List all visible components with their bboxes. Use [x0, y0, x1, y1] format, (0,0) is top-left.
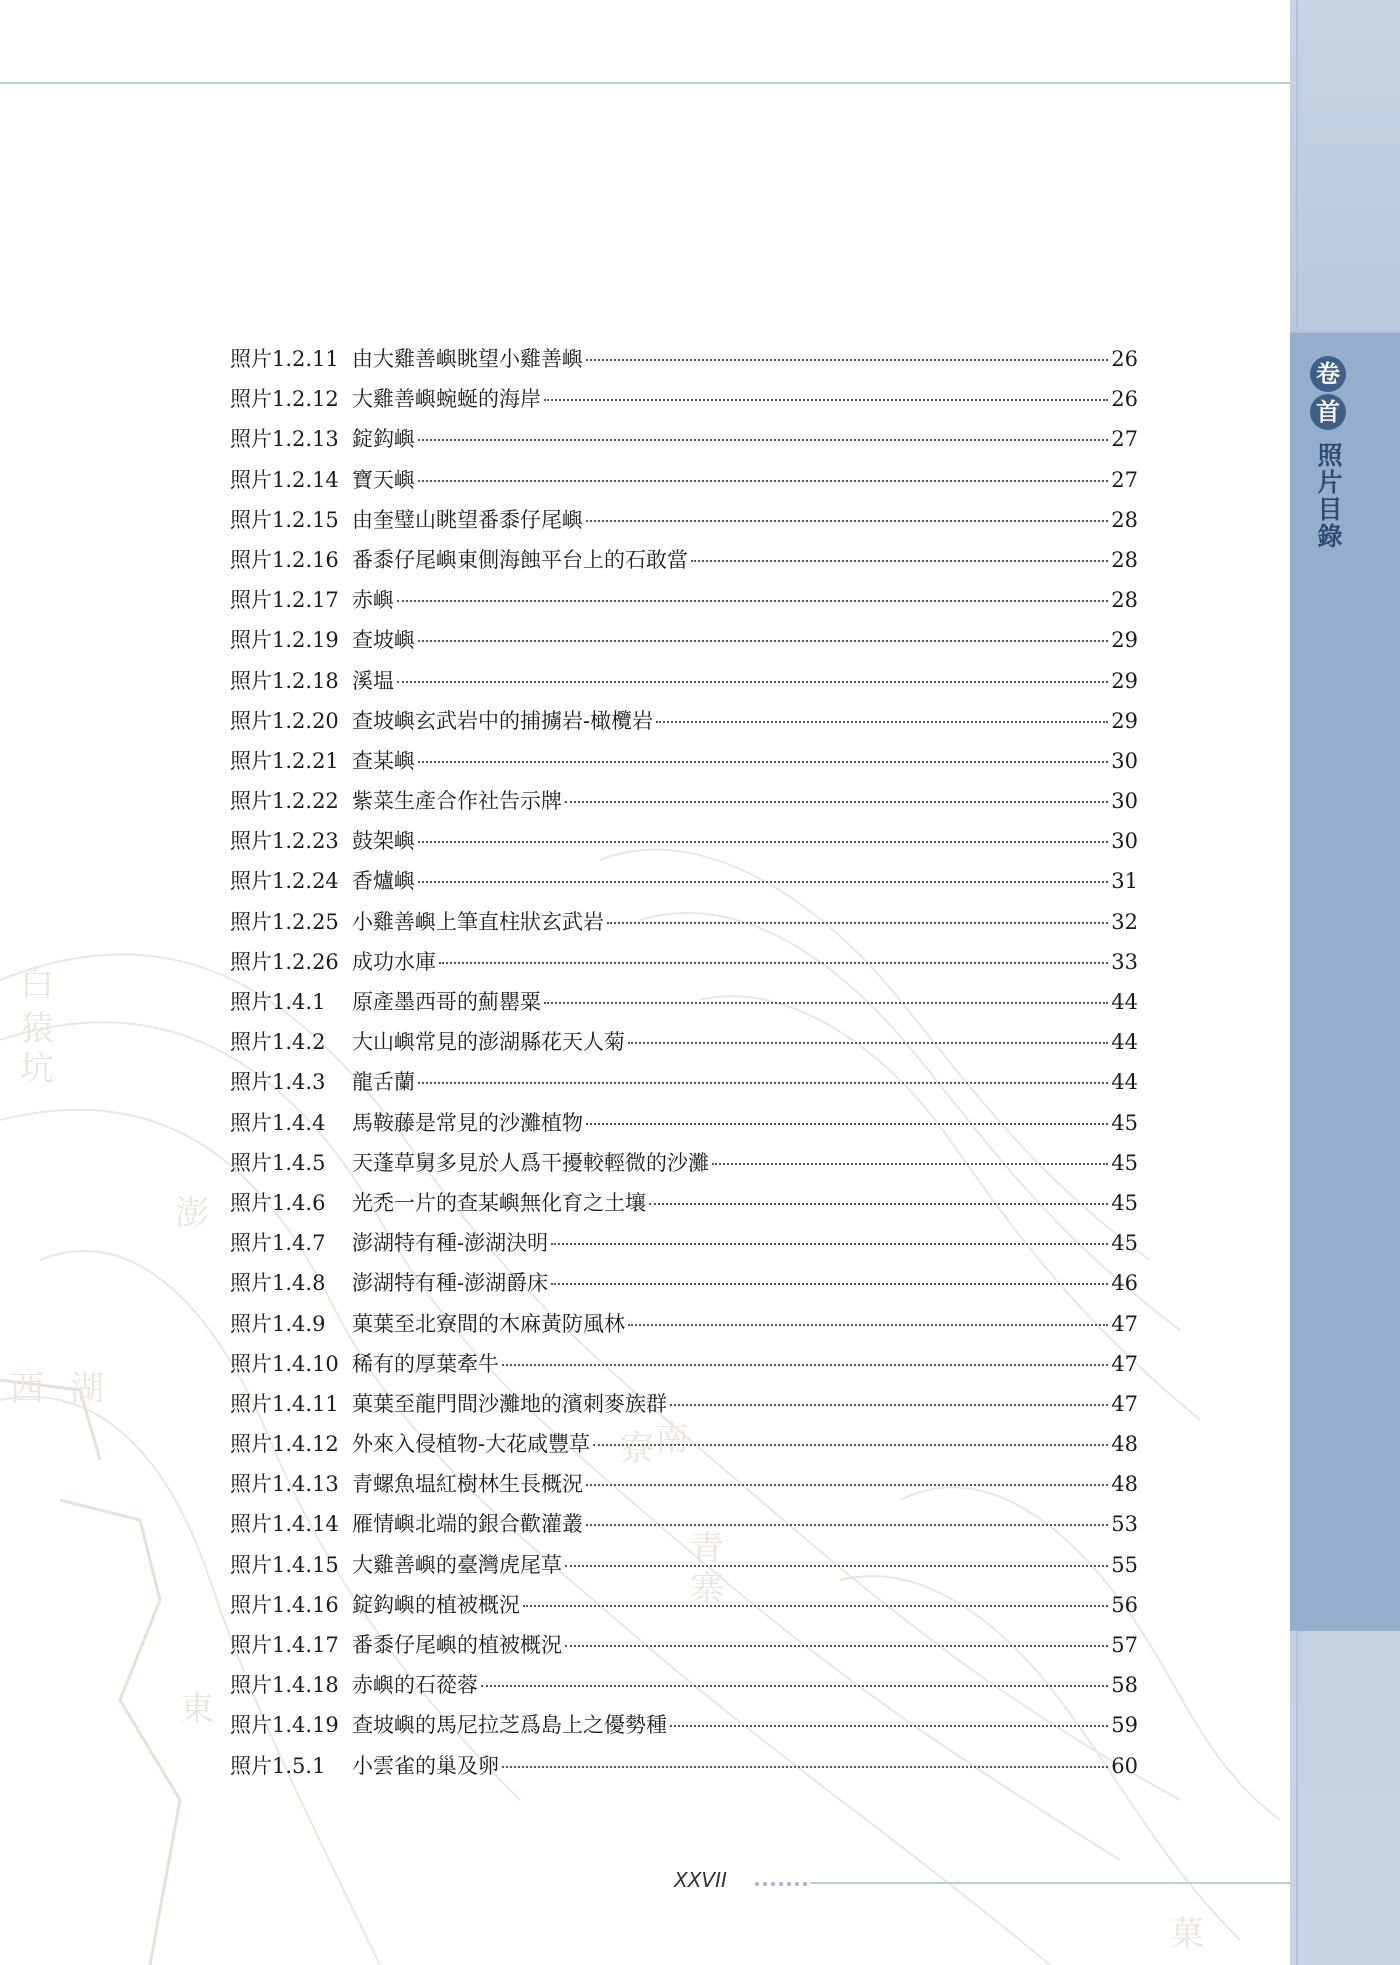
side-section-highlight: [1290, 333, 1400, 1631]
toc-entry-title: 菓葉至北寮間的木麻黃防風林: [352, 1311, 625, 1336]
svg-text:東: 東: [180, 1689, 214, 1729]
toc-entry-title: 大雞善嶼的臺灣虎尾草: [352, 1552, 562, 1577]
toc-entry-page: 29: [1111, 708, 1138, 733]
toc-entry: [230, 665, 1138, 705]
toc-leader-dots: [586, 520, 1108, 522]
toc-entry-code: 照片1.2.11: [230, 347, 339, 371]
toc-leader-dots: [551, 1243, 1108, 1245]
toc-entry-code: 照片1.4.19: [230, 1713, 339, 1738]
toc-entry-code: 照片1.2.17: [230, 588, 339, 613]
toc-entry: [230, 1508, 1138, 1548]
toc-entry-title: 番黍仔尾嶼東側海蝕平台上的石敢當: [352, 547, 688, 572]
toc-entry-title: 大山嶼常見的澎湖縣花天人菊: [352, 1030, 625, 1055]
toc-entry-title: 光禿一片的查某嶼無化育之土壤: [352, 1190, 646, 1215]
toc-entry-code: 照片1.2.20: [230, 708, 339, 733]
toc-entry-title: 雁情嶼北端的銀合歡灌叢: [352, 1512, 583, 1537]
toc-leader-dots: [544, 399, 1108, 401]
toc-entry-page: 45: [1111, 1231, 1138, 1256]
toc-entry-code: 照片1.2.13: [230, 427, 339, 452]
toc-entry: [230, 745, 1138, 785]
toc-entry-title: 錠鈎嶼的植被概況: [352, 1592, 520, 1617]
toc-leader-dots: [439, 962, 1108, 964]
toc-leader-dots: [628, 1042, 1108, 1044]
toc-entry-page: 53: [1111, 1512, 1138, 1537]
toc-leader-dots: [418, 841, 1108, 843]
toc-entry: [230, 1709, 1138, 1749]
svg-text:白: 白: [20, 964, 54, 1004]
toc-entry-code: 照片1.4.17: [230, 1633, 339, 1657]
toc-entry: [230, 1107, 1138, 1147]
toc-leader-dots: [670, 1404, 1108, 1406]
toc-entry-code: 照片1.4.5: [230, 1150, 326, 1175]
toc-entry-title: 小雲雀的巢及卵: [352, 1753, 499, 1778]
toc-entry: [230, 785, 1138, 825]
toc-entry: [230, 1750, 1138, 1790]
toc-entry-title: 鼓架嶼: [352, 829, 415, 854]
toc-leader-dots: [551, 1283, 1108, 1285]
toc-entry-page: 45: [1111, 1110, 1138, 1135]
toc-entry: [230, 1267, 1138, 1307]
toc-leader-dots: [418, 1082, 1108, 1084]
toc-entry-title: 菓葉至龍門間沙灘地的濱刺麥族群: [352, 1391, 667, 1416]
toc-entry-code: 照片1.2.15: [230, 507, 339, 532]
toc-entry: [230, 1669, 1138, 1709]
toc-entry-code: 照片1.4.1: [230, 990, 326, 1014]
toc-leader-dots: [586, 359, 1108, 361]
toc-entry-title: 錠鈎嶼: [352, 427, 415, 452]
toc-entry: [230, 705, 1138, 745]
toc-entry: [230, 1549, 1138, 1589]
toc-entry-page: 47: [1111, 1351, 1138, 1376]
svg-text:坑: 坑: [20, 1049, 54, 1089]
toc-entry-code: 照片1.4.15: [230, 1552, 339, 1577]
toc-entry-code: 照片1.5.1: [230, 1753, 326, 1778]
toc-entry-title: 由奎璧山眺望番黍仔尾嶼: [352, 507, 583, 532]
toc-entry-page: 29: [1111, 668, 1138, 693]
toc-entry-code: 照片1.2.23: [230, 829, 339, 854]
toc-entry-code: 照片1.2.25: [230, 909, 339, 934]
toc-entry: [230, 986, 1138, 1026]
toc-leader-dots: [418, 439, 1108, 441]
toc-leader-dots: [691, 560, 1108, 562]
section-label: 照片目錄: [1314, 442, 1343, 550]
toc-entry-page: 29: [1111, 628, 1138, 653]
toc-entry-page: 32: [1111, 909, 1138, 934]
toc-entry-code: 照片1.2.26: [230, 949, 339, 974]
toc-entry-title: 查某嶼: [352, 748, 415, 773]
toc-entry-code: 照片1.4.18: [230, 1673, 339, 1698]
toc-entry: [230, 624, 1138, 664]
toc-entry: [230, 946, 1138, 986]
toc-entry-title: 查坡嶼: [352, 628, 415, 653]
toc-entry-title: 赤嶼: [352, 588, 394, 613]
toc-entry-page: 31: [1111, 869, 1138, 894]
toc-entry: [230, 865, 1138, 905]
toc-leader-dots: [670, 1725, 1108, 1727]
toc-leader-dots: [628, 1324, 1108, 1326]
toc-entry-title: 溪塭: [352, 668, 394, 693]
toc-entry-page: 30: [1111, 748, 1138, 773]
toc-entry-code: 照片1.4.2: [230, 1030, 326, 1055]
toc-leader-dots: [397, 681, 1108, 683]
toc-leader-dots: [565, 801, 1108, 803]
toc-leader-dots: [502, 1364, 1108, 1366]
svg-text:寮: 寮: [620, 1429, 654, 1469]
toc-leader-dots: [712, 1163, 1108, 1165]
toc-leader-dots: [418, 761, 1108, 763]
svg-text:寨: 寨: [690, 1569, 724, 1609]
toc-entry-page: 44: [1111, 1070, 1138, 1095]
toc-entry-page: 27: [1111, 467, 1138, 492]
toc-leader-dots: [544, 1002, 1108, 1004]
toc-entry: [230, 1308, 1138, 1348]
top-rule: [0, 82, 1290, 84]
toc-entry-code: 照片1.4.3: [230, 1070, 326, 1095]
toc-entry-page: 28: [1111, 588, 1138, 613]
toc-entry-page: 30: [1111, 829, 1138, 854]
toc-entry-page: 46: [1111, 1271, 1138, 1296]
toc-entry-title: 大雞善嶼蜿蜒的海岸: [352, 387, 541, 412]
toc-entry-page: 55: [1111, 1552, 1138, 1577]
toc-entry-code: 照片1.2.24: [230, 869, 339, 894]
toc-leader-dots: [586, 1484, 1108, 1486]
toc-entry-code: 照片1.2.18: [230, 668, 339, 693]
toc-entry-title: 由大雞善嶼眺望小雞善嶼: [352, 347, 583, 371]
toc-entry: [230, 1147, 1138, 1187]
toc-entry-title: 馬鞍藤是常見的沙灘植物: [352, 1110, 583, 1135]
toc-entry: [230, 1066, 1138, 1106]
toc-entry-code: 照片1.4.7: [230, 1231, 326, 1256]
toc-entry-code: 照片1.4.4: [230, 1110, 326, 1135]
toc-entry: [230, 1629, 1138, 1669]
toc-entry: [230, 1589, 1138, 1629]
toc-entry-code: 照片1.4.11: [230, 1391, 339, 1416]
toc-entry-code: 照片1.4.14: [230, 1512, 339, 1537]
toc-entry-page: 47: [1111, 1391, 1138, 1416]
toc-entry-title: 澎湖特有種-澎湖爵床: [352, 1271, 549, 1296]
toc-entry: [230, 423, 1138, 463]
toc-entry-page: 30: [1111, 789, 1138, 814]
toc-entry-title: 成功水庫: [352, 949, 436, 974]
toc-leader-dots: [418, 480, 1108, 482]
toc-leader-dots: [418, 881, 1108, 883]
toc-leader-dots: [397, 600, 1108, 602]
svg-text:西: 西: [10, 1369, 44, 1409]
toc-entry-code: 照片1.4.9: [230, 1311, 326, 1336]
footer-dots: [755, 1882, 807, 1886]
toc-entry-code: 照片1.4.10: [230, 1351, 339, 1376]
toc-entry-code: 照片1.2.19: [230, 628, 339, 653]
toc-entry-title: 赤嶼的石蓯蓉: [352, 1673, 478, 1698]
toc-leader-dots: [656, 721, 1108, 723]
toc-entry-title: 香爐嶼: [352, 869, 415, 894]
toc-entry-code: 照片1.2.16: [230, 547, 339, 572]
toc-entry-title: 外來入侵植物-大花咸豐草: [352, 1432, 591, 1457]
toc-entry-page: 45: [1111, 1150, 1138, 1175]
svg-text:澎: 澎: [175, 1194, 209, 1234]
toc-leader-dots: [502, 1766, 1108, 1768]
toc-entry-title: 小雞善嶼上筆直柱狀玄武岩: [352, 909, 604, 934]
toc-leader-dots: [565, 1645, 1108, 1647]
toc-leader-dots: [565, 1565, 1108, 1567]
toc-entry: [230, 464, 1138, 504]
footer-rule: [810, 1882, 1290, 1884]
toc-leader-dots: [586, 1123, 1108, 1125]
toc-entry-page: 26: [1111, 387, 1138, 412]
chapter-badge-1: 卷: [1310, 356, 1346, 392]
toc-entry-title: 番黍仔尾嶼的植被概況: [352, 1633, 562, 1657]
svg-text:青: 青: [690, 1529, 724, 1569]
toc-entry-page: 44: [1111, 1030, 1138, 1055]
svg-text:南: 南: [655, 1419, 689, 1459]
toc-entry: [230, 1468, 1138, 1508]
toc-entry-code: 照片1.4.13: [230, 1472, 339, 1497]
toc-entry-page: 28: [1111, 547, 1138, 572]
toc-entry: [230, 504, 1138, 544]
svg-text:湖: 湖: [70, 1369, 104, 1409]
chapter-badge-2: 首: [1310, 394, 1346, 430]
toc-entry-page: 60: [1111, 1753, 1138, 1778]
toc-entry: [230, 1187, 1138, 1227]
toc-entry: [230, 1388, 1138, 1428]
toc-entry-code: 照片1.2.14: [230, 467, 339, 492]
toc-entry-title: 澎湖特有種-澎湖決明: [352, 1231, 549, 1256]
toc-entry: [230, 906, 1138, 946]
toc-leader-dots: [607, 922, 1108, 924]
toc-entry-title: 寶天嶼: [352, 467, 415, 492]
toc-entry: [230, 1026, 1138, 1066]
toc-entry-page: 56: [1111, 1592, 1138, 1617]
svg-text:菓: 菓: [1170, 1914, 1204, 1954]
toc-entry-code: 照片1.2.21: [230, 748, 339, 773]
toc-entry: [230, 343, 1138, 383]
toc-leader-dots: [418, 640, 1108, 642]
toc-entry-title: 天蓬草舅多見於人爲干擾較輕微的沙灘: [352, 1150, 709, 1175]
toc-entry: [230, 383, 1138, 423]
toc-entry-page: 45: [1111, 1190, 1138, 1215]
toc-entry-page: 28: [1111, 507, 1138, 532]
toc-leader-dots: [649, 1203, 1108, 1205]
toc-entry: [230, 584, 1138, 624]
toc-entry: [230, 1227, 1138, 1267]
toc-entry-title: 查坡嶼的馬尼拉芝爲島上之優勢種: [352, 1713, 667, 1738]
toc-entry-title: 青螺魚塭紅樹林生長概況: [352, 1472, 583, 1497]
toc-entry: [230, 1348, 1138, 1388]
toc-entry-code: 照片1.2.22: [230, 789, 339, 814]
toc-entry-page: 57: [1111, 1633, 1138, 1657]
toc-entry-page: 58: [1111, 1673, 1138, 1698]
toc-entry-code: 照片1.4.8: [230, 1271, 326, 1296]
toc-entry-page: 26: [1111, 347, 1138, 371]
toc-entry-page: 27: [1111, 427, 1138, 452]
toc-entry-page: 48: [1111, 1432, 1138, 1457]
toc-entry-title: 查坡嶼玄武岩中的捕擄岩-橄欖岩: [352, 708, 654, 733]
toc-entry-code: 照片1.4.12: [230, 1432, 339, 1457]
toc-entry-page: 48: [1111, 1472, 1138, 1497]
toc-entry-page: 59: [1111, 1713, 1138, 1738]
photo-table-of-contents: [230, 343, 1138, 1790]
toc-leader-dots: [593, 1444, 1108, 1446]
toc-entry-code: 照片1.2.12: [230, 387, 339, 412]
toc-leader-dots: [586, 1524, 1108, 1526]
toc-leader-dots: [523, 1605, 1108, 1607]
toc-entry-page: 44: [1111, 990, 1138, 1014]
svg-text:猿: 猿: [20, 1009, 54, 1049]
toc-entry: [230, 825, 1138, 865]
toc-entry-title: 龍舌蘭: [352, 1070, 415, 1095]
toc-entry-title: 稀有的厚葉牽牛: [352, 1351, 499, 1376]
toc-entry: [230, 544, 1138, 584]
toc-entry-page: 33: [1111, 949, 1138, 974]
toc-entry-code: 照片1.4.6: [230, 1190, 326, 1215]
toc-entry-title: 原產墨西哥的薊罌粟: [352, 990, 541, 1014]
toc-entry-code: 照片1.4.16: [230, 1592, 339, 1617]
toc-leader-dots: [481, 1685, 1108, 1687]
toc-entry-page: 47: [1111, 1311, 1138, 1336]
toc-entry-title: 紫菜生產合作社告示牌: [352, 789, 562, 814]
toc-entry: [230, 1428, 1138, 1468]
page-number: XXVII: [674, 1868, 727, 1892]
